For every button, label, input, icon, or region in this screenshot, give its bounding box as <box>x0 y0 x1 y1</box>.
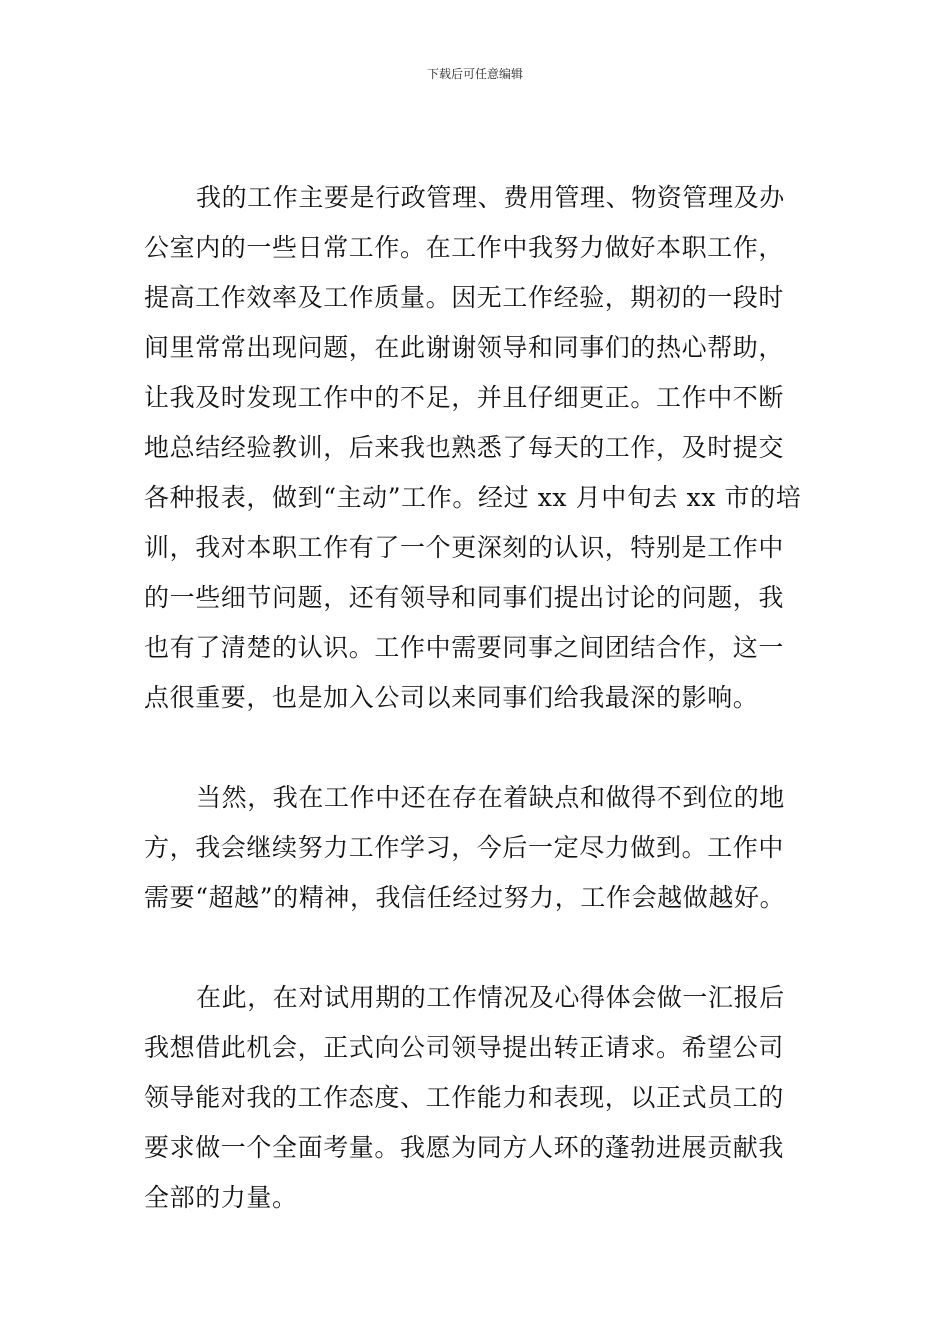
paragraph-line: 的一些细节问题，还有领导和同事们提出讨论的问题，我 <box>144 583 785 612</box>
paragraph-shortcomings <box>144 773 785 923</box>
paragraph-line: 我想借此机会，正式向公司领导提出转正请求。希望公司 <box>144 1033 785 1062</box>
paragraph-line: 需要“超越”的精神，我信任经过努力，工作会越做越好。 <box>144 883 786 912</box>
paragraph-line: 让我及时发现工作中的不足，并且仔细更正。工作中不断 <box>144 383 785 412</box>
paragraph-line: 提高工作效率及工作质量。因无工作经验，期初的一段时 <box>144 283 785 312</box>
paragraph-work-summary <box>144 173 801 723</box>
paragraph-line: 间里常常出现问题，在此谢谢领导和同事们的热心帮助， <box>144 333 785 362</box>
paragraph-line: 领导能对我的工作态度、工作能力和表现，以正式员工的 <box>144 1083 785 1112</box>
paragraph-line: 全部的力量。 <box>144 1183 298 1212</box>
paragraph-line: 也有了清楚的认识。工作中需要同事之间团结合作，这一 <box>144 633 785 662</box>
page-header: 下载后可任意编辑 <box>426 67 523 81</box>
paragraph-line: 各种报表，做到“主动”工作。经过 xx 月中旬去 xx 市的培 <box>144 483 802 512</box>
paragraph-line: 在此，在对试用期的工作情况及心得体会做一汇报后 <box>196 983 785 1012</box>
paragraph-line: 要求做一个全面考量。我愿为同方人环的蓬勃进展贡献我 <box>144 1133 785 1162</box>
paragraph-line: 方，我会继续努力工作学习，今后一定尽力做到。工作中 <box>144 833 785 862</box>
paragraph-request <box>144 973 785 1223</box>
paragraph-line: 当然，我在工作中还在存在着缺点和做得不到位的地 <box>196 783 785 812</box>
paragraph-line: 我的工作主要是行政管理、费用管理、物资管理及办 <box>196 183 785 212</box>
paragraph-line: 公室内的一些日常工作。在工作中我努力做好本职工作， <box>144 233 785 262</box>
paragraph-line: 地总结经验教训，后来我也熟悉了每天的工作，及时提交 <box>144 433 785 462</box>
paragraph-line: 训，我对本职工作有了一个更深刻的认识，特别是工作中 <box>144 533 785 562</box>
paragraph-line: 点很重要，也是加入公司以来同事们给我最深的影响。 <box>144 683 759 712</box>
